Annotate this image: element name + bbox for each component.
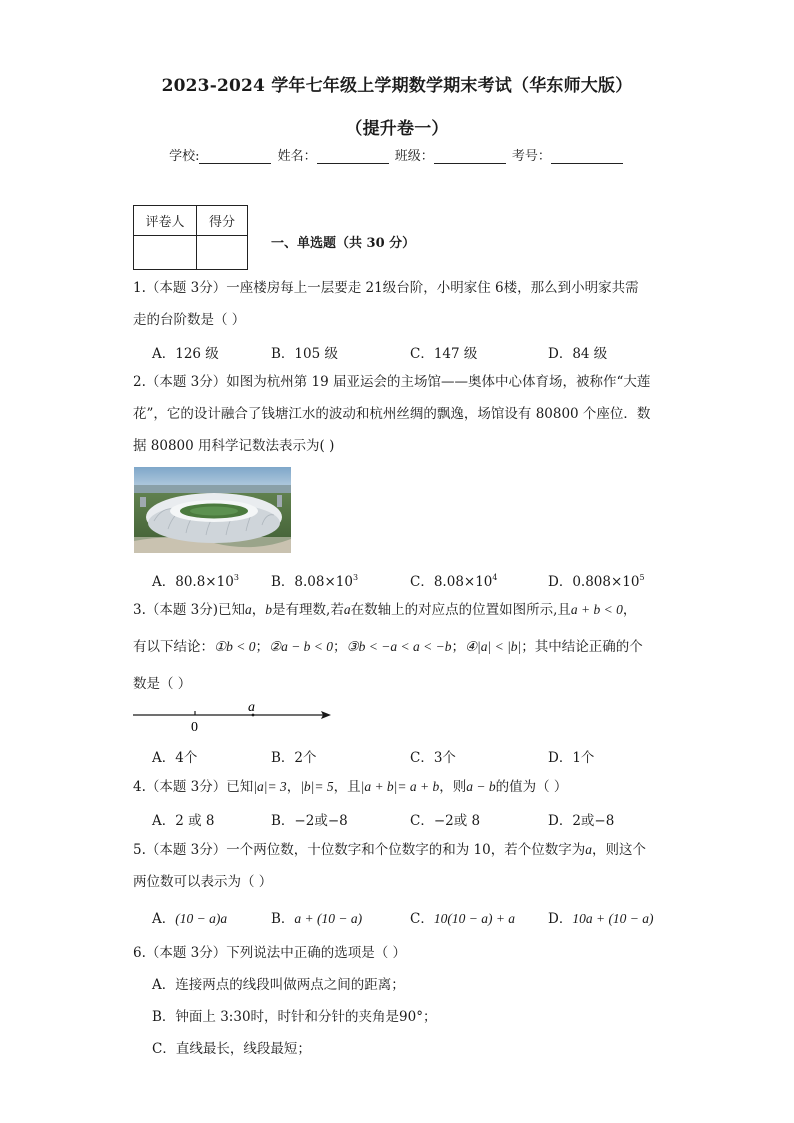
q5-option-b: B．a + (10 − a) xyxy=(271,911,363,927)
q1-option-d: D．84 级 xyxy=(548,346,608,362)
q4-option-b: B．−2或−8 xyxy=(271,813,348,829)
section-heading: 一、单选题（共 30 分） xyxy=(271,236,416,251)
q2-line1: 2.（本题 3分）如图为杭州第 19 届亚运会的主场馆——奥体中心体育场，被称作“大莲 xyxy=(133,374,651,390)
name-blank xyxy=(317,149,389,164)
exam-subtitle: （提升卷一） xyxy=(345,119,449,139)
exam-no-label: 考号： xyxy=(511,149,551,164)
q6-line1: 6.（本题 3分）下列说法中正确的选项是（ ） xyxy=(133,945,407,961)
stadium-photo xyxy=(134,467,291,553)
q6-option-a: A．连接两点的线段叫做两点之间的距离； xyxy=(152,977,405,993)
school-blank xyxy=(199,149,271,164)
class-label: 班级： xyxy=(394,149,434,164)
q4-line1: 4.（本题 3分）已知|a|= 3，|b|= 5，且|a + b|= a + b，则a − b的值为（ ） xyxy=(133,779,568,795)
q2-line2: 花”，它的设计融合了钱塘江水的波动和杭州丝绸的飘逸，场馆设有 80800 个座位．数 xyxy=(133,406,651,422)
exam-no-blank xyxy=(551,149,623,164)
q1-option-a: A．126 级 xyxy=(152,346,219,362)
grader-header: 评卷人 xyxy=(134,206,197,236)
q2-option-b: B．$8.08\times 10^3$ xyxy=(271,573,359,590)
q1-line1: 1.（本题 3分）一座楼房每上一层要走 21级台阶，小明家住 6楼，那么到小明家共需 xyxy=(133,280,639,296)
q4-option-d: D．2或−8 xyxy=(548,813,615,829)
q2-option-c: C．$8.08\times 10^4$ xyxy=(410,573,498,590)
q1-option-b: B．105 级 xyxy=(271,346,338,362)
q6-option-c: C．直线最长，线段最短； xyxy=(152,1041,311,1057)
zero-label: 0 xyxy=(191,720,198,734)
q3-option-a: A．4个 xyxy=(152,750,198,766)
grader-table xyxy=(133,205,248,270)
q1-option-c: C．147 级 xyxy=(410,346,478,362)
q5-option-d: D．10a + (10 − a) xyxy=(548,911,654,927)
student-info-line xyxy=(0,145,794,164)
q5-option-c: C．10(10 − a) + a xyxy=(410,911,516,927)
q1-line2: 走的台阶数是（ ） xyxy=(133,312,246,328)
q4-option-a: A．2 或 8 xyxy=(152,813,215,829)
number-line xyxy=(133,700,333,734)
q3-line2: 有以下结论：①b < 0；②a − b < 0；③b < −a < a < −b；④|a| < |b|；其中结论正确的个 xyxy=(133,639,643,655)
score-header: 得分 xyxy=(197,206,248,236)
q3-line3: 数是（ ） xyxy=(133,676,192,692)
q3-option-c: C．3个 xyxy=(410,750,456,766)
score-cell xyxy=(197,236,248,270)
q3-option-b: B．2个 xyxy=(271,750,317,766)
q5-line1: 5.（本题 3分）一个两位数，十位数字和个位数字的和为 10，若个位数字为a，则这个 xyxy=(133,842,646,858)
q3-option-d: D．1个 xyxy=(548,750,595,766)
school-label: 学校: xyxy=(169,149,200,164)
grader-cell xyxy=(134,236,197,270)
name-label: 姓名： xyxy=(277,149,317,164)
q3-line1: 3.（本题 3分)已知a，b是有理数,若a在数轴上的对应点的位置如图所示,且a + b < 0， xyxy=(133,602,637,618)
q2-option-d: D．$0.808\times 10^5$ xyxy=(548,573,645,590)
q5-option-a: A．(10 − a)a xyxy=(152,911,228,927)
exam-title: 2023-2024 学年七年级上学期数学期末考试（华东师大版） xyxy=(161,76,633,96)
q6-option-b: B．钟面上 3:30时，时针和分针的夹角是90°； xyxy=(152,1009,437,1025)
q2-option-a: A．$80.8\times 10^3$ xyxy=(152,573,239,590)
q2-line3: 据 80800 用科学记数法表示为( ) xyxy=(133,438,335,454)
q5-line2: 两位数可以表示为（ ） xyxy=(133,874,273,890)
q4-option-c: C．−2或 8 xyxy=(410,813,481,829)
class-blank xyxy=(434,149,506,164)
point-a-label: a xyxy=(248,700,255,715)
